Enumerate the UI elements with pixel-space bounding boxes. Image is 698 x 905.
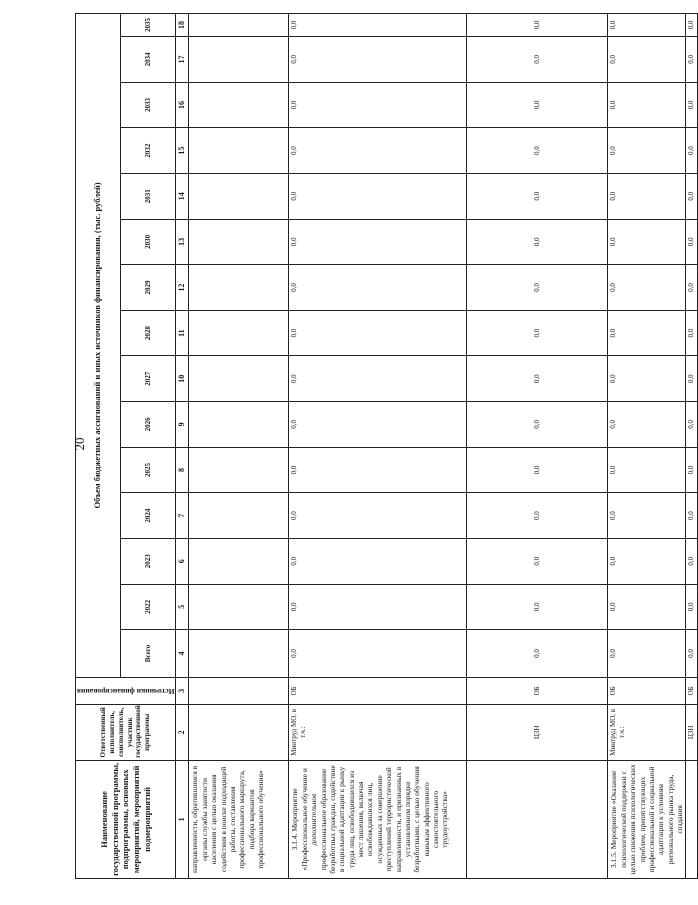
header-name: Наименование государственной программы, подпрограммы, основных мероприятий, мероприятий подмероприятий (76, 760, 176, 878)
source-cell: ОБ (686, 677, 698, 704)
year-value-cell: 0,0 (289, 584, 467, 630)
year-value-cell (189, 493, 289, 539)
year-value-cell: 0,0 (289, 356, 467, 402)
year-value-cell: 0,0 (686, 493, 698, 539)
year-value-cell (189, 538, 289, 584)
header-year: 2029 (120, 265, 176, 311)
year-value-cell: 0,0 (608, 356, 686, 402)
year-value-cell: 0,0 (289, 447, 467, 493)
table-body (189, 14, 698, 879)
responsible-cell: ЦЗН (686, 704, 698, 760)
header-year: 2031 (120, 173, 176, 219)
source-cell: ОБ (608, 677, 686, 704)
year-value-cell: 0,0 (289, 493, 467, 539)
header-funding-group: Объем бюджетных ассигнований и иных источников финансирования, (тыс. рублей) (76, 14, 121, 678)
year-value-cell: 0,0 (467, 265, 608, 311)
column-number: 5 (176, 584, 189, 630)
year-value-cell (189, 14, 289, 37)
year-value-cell (189, 310, 289, 356)
column-number: 9 (176, 402, 189, 448)
row-name-cell (686, 760, 698, 878)
year-value-cell (189, 82, 289, 128)
year-value-cell: 0,0 (686, 37, 698, 83)
column-number: 10 (176, 356, 189, 402)
year-value-cell: 0,0 (608, 493, 686, 539)
column-number: 6 (176, 538, 189, 584)
year-value-cell: 0,0 (608, 538, 686, 584)
year-value-cell: 0,0 (608, 447, 686, 493)
year-value-cell: 0,0 (467, 447, 608, 493)
header-year: 2023 (120, 538, 176, 584)
header-year: 2035 (120, 14, 176, 37)
responsible-cell: ЦЗН (467, 704, 608, 760)
year-value-cell: 0,0 (686, 128, 698, 174)
year-value-cell: 0,0 (467, 310, 608, 356)
year-value-cell: 0,0 (467, 356, 608, 402)
year-value-cell: 0,0 (686, 356, 698, 402)
column-number: 18 (176, 14, 189, 37)
year-value-cell: 0,0 (289, 128, 467, 174)
total-value-cell: 0,0 (467, 630, 608, 678)
header-year: 2030 (120, 219, 176, 265)
year-value-cell (189, 265, 289, 311)
year-value-cell: 0,0 (467, 538, 608, 584)
header-year: 2027 (120, 356, 176, 402)
year-value-cell: 0,0 (608, 310, 686, 356)
year-value-cell: 0,0 (608, 128, 686, 174)
column-number: 13 (176, 219, 189, 265)
column-number: 2 (176, 704, 189, 760)
header-year: 2032 (120, 128, 176, 174)
year-value-cell: 0,0 (467, 128, 608, 174)
header-year: 2026 (120, 402, 176, 448)
column-number: 11 (176, 310, 189, 356)
year-value-cell: 0,0 (289, 173, 467, 219)
source-cell (189, 677, 289, 704)
column-number: 8 (176, 447, 189, 493)
column-number-row (176, 14, 189, 879)
table-row (289, 14, 467, 879)
total-value-cell: 0,0 (686, 630, 698, 678)
header-source-text: Источники финансирования (77, 686, 175, 696)
year-value-cell: 0,0 (467, 402, 608, 448)
year-value-cell: 0,0 (608, 584, 686, 630)
header-total: Всего (120, 630, 176, 678)
column-number: 7 (176, 493, 189, 539)
year-value-cell: 0,0 (686, 447, 698, 493)
total-value-cell: 0,0 (289, 630, 467, 678)
header-year: 2034 (120, 37, 176, 83)
total-value-cell (189, 630, 289, 678)
table-row (467, 14, 608, 879)
year-value-cell: 0,0 (608, 265, 686, 311)
row-name-cell: 3.1.5. Мероприятие «Оказание психологической поддержки с целью снижения психологических проблем, препятствующих профессиональной и социальной адаптации к условиям регионального рынка труда, создания (608, 760, 686, 878)
page-number: 20 (72, 437, 87, 451)
year-value-cell: 0,0 (289, 82, 467, 128)
header-responsible: Ответственный исполнитель, соисполнитель, участник государственной программы (76, 704, 176, 760)
column-number: 1 (176, 760, 189, 878)
table-row (608, 14, 686, 879)
row-name-cell (467, 760, 608, 878)
year-value-cell (189, 128, 289, 174)
year-value-cell (189, 356, 289, 402)
source-cell: ОБ (289, 677, 467, 704)
year-value-cell: 0,0 (467, 219, 608, 265)
year-value-cell: 0,0 (686, 173, 698, 219)
year-value-cell: 0,0 (686, 82, 698, 128)
year-value-cell: 0,0 (686, 14, 698, 37)
year-value-cell: 0,0 (608, 82, 686, 128)
row-name-cell: направленности, обратившимся в органы службы занятости населения с целью оказания содействия в поиске подходящей работы, составления профессионального маршрута, подбора вариантов профессионального обучения» (189, 760, 289, 878)
year-value-cell (189, 447, 289, 493)
year-value-cell: 0,0 (608, 402, 686, 448)
year-value-cell: 0,0 (608, 173, 686, 219)
year-value-cell: 0,0 (289, 310, 467, 356)
year-value-cell: 0,0 (289, 402, 467, 448)
responsible-cell (189, 704, 289, 760)
year-value-cell: 0,0 (289, 14, 467, 37)
year-value-cell: 0,0 (467, 82, 608, 128)
year-value-cell: 0,0 (608, 219, 686, 265)
year-value-cell: 0,0 (608, 14, 686, 37)
header-year: 2024 (120, 493, 176, 539)
year-value-cell: 0,0 (686, 265, 698, 311)
funding-table (75, 13, 698, 879)
column-number: 14 (176, 173, 189, 219)
year-value-cell: 0,0 (467, 37, 608, 83)
year-value-cell: 0,0 (289, 219, 467, 265)
header-source (76, 677, 176, 704)
year-value-cell: 0,0 (467, 173, 608, 219)
header-year: 2022 (120, 584, 176, 630)
year-value-cell (189, 584, 289, 630)
column-number: 4 (176, 630, 189, 678)
year-value-cell: 0,0 (467, 14, 608, 37)
row-name-cell: 3.1.4. Мероприятие «Профессиональное обучение и дополнительное профессиональное образование безработных граждан, содействие в социальной адаптации к рынку труда лиц, освободившихся из мест лишения, включая освобождавшихся лиц, осужденных за совершение преступлений террористической направленности, и признанных в установленном порядке безработными, с целью обучения навыкам эффективного самостоятельного трудоустройства» (289, 760, 467, 878)
year-value-cell: 0,0 (467, 493, 608, 539)
column-number: 3 (176, 677, 189, 704)
rotated-table-container (75, 13, 696, 879)
year-value-cell: 0,0 (686, 402, 698, 448)
year-value-cell (189, 173, 289, 219)
year-value-cell: 0,0 (608, 37, 686, 83)
year-value-cell: 0,0 (289, 265, 467, 311)
column-number: 16 (176, 82, 189, 128)
year-value-cell: 0,0 (686, 538, 698, 584)
year-value-cell (189, 219, 289, 265)
header-year: 2033 (120, 82, 176, 128)
source-cell: ОБ (467, 677, 608, 704)
year-value-cell: 0,0 (686, 584, 698, 630)
year-value-cell: 0,0 (686, 219, 698, 265)
column-number: 12 (176, 265, 189, 311)
header-year: 2028 (120, 310, 176, 356)
year-value-cell: 0,0 (289, 37, 467, 83)
table-row (686, 14, 698, 879)
column-number: 17 (176, 37, 189, 83)
responsible-cell: Минтруд МО, в т.ч.: (289, 704, 467, 760)
responsible-cell: Минтруд МО, в т.ч.: (608, 704, 686, 760)
table-row (189, 14, 289, 879)
year-value-cell: 0,0 (467, 584, 608, 630)
year-value-cell (189, 402, 289, 448)
year-value-cell: 0,0 (289, 538, 467, 584)
year-value-cell: 0,0 (686, 310, 698, 356)
header-year: 2025 (120, 447, 176, 493)
year-value-cell (189, 37, 289, 83)
total-value-cell: 0,0 (608, 630, 686, 678)
column-number: 15 (176, 128, 189, 174)
